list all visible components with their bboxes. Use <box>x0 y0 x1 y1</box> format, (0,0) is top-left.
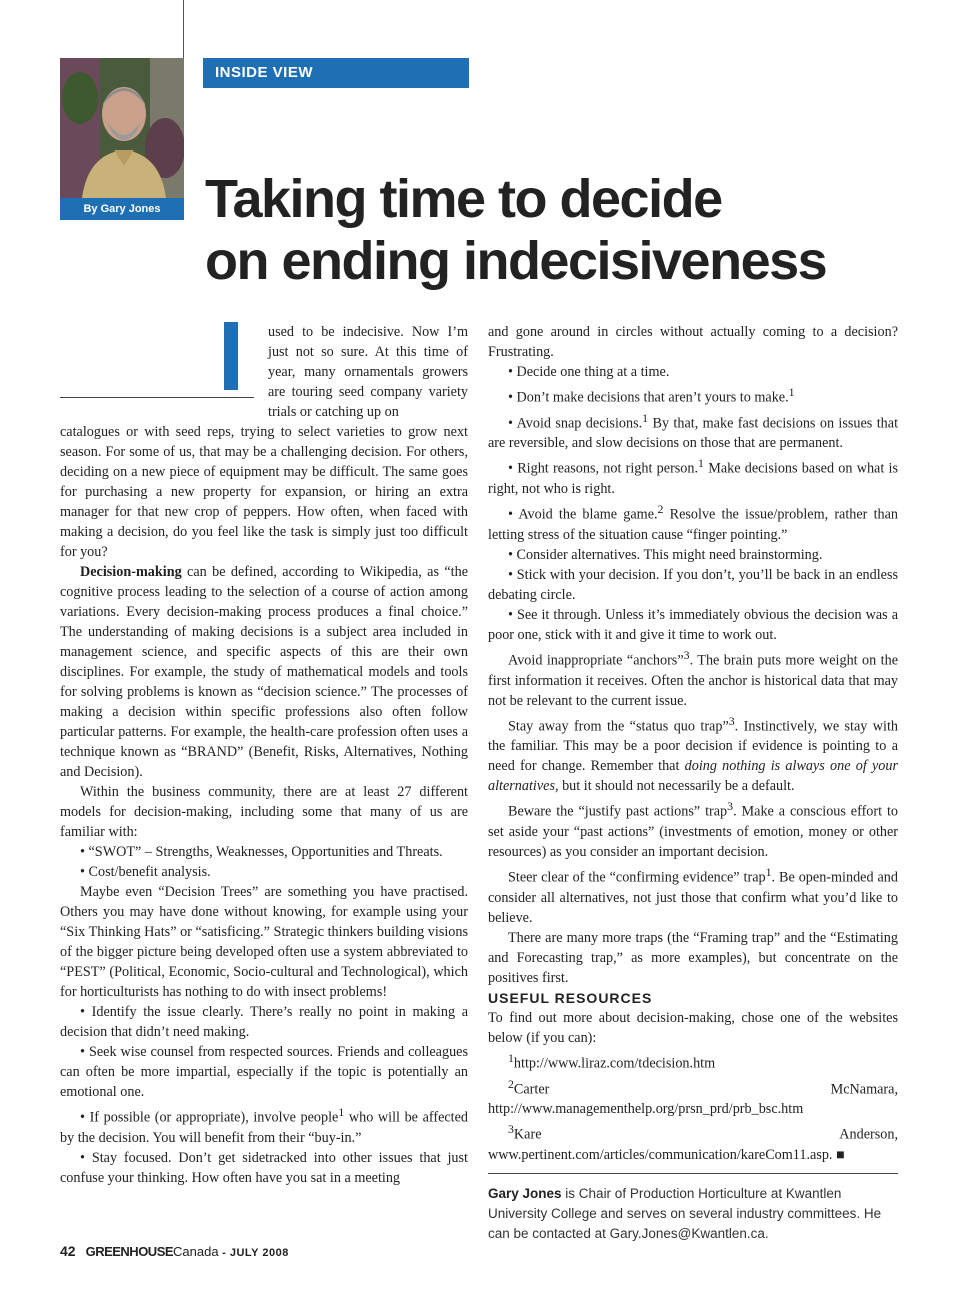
anchors-paragraph: Avoid inappropriate “anchors”$^3$. The brain puts more weight on the first information it receives. Often the anchor is historical data that may not be relevant to the current issue. <box>488 647 899 709</box>
bullet-alternatives: • Consider alternatives. This might need brainstorming. <box>508 546 823 563</box>
issue-date: - JULY 2008 <box>218 1247 289 1259</box>
right-column <box>488 322 898 1244</box>
magazine-name-rest: Canada <box>173 1244 219 1259</box>
bullet-identify: • Identify the issue clearly. There’s really no point in making a decision that didn’t need making. <box>60 1004 468 1040</box>
bullet-stick: • Stick with your decision. If you don’t, you’ll be back in an endless debating circle. <box>488 566 898 603</box>
intro-paragraph: catalogues or with seed reps, trying to select varieties to grow next season. For some of us, that may be a challenging decision. For others, deciding on a new piece of equipment may be difficult. The same goes for purchasing a new property for expansion, or hiring an extra manager for that new crop of peppers. How often, when faced with making a decision, do you feel like the task is simply just too difficult for you? <box>60 424 468 560</box>
bullet-counsel: • Seek wise counsel from respected sources. Friends and colleagues can often be more impartial, especially if the topic is potentially an emotional one. <box>60 1044 468 1100</box>
more-traps-paragraph: There are many more traps (the “Framing trap” and the “Estimating and Forecasting trap,” as more examples), but concentrate on the positives first. <box>488 929 898 986</box>
page-number: 42 <box>60 1243 76 1259</box>
bullet-not-yours: • Don’t make decisions that aren’t yours to make.$^1$ <box>508 385 795 406</box>
drop-cap-i <box>224 322 238 390</box>
meeting-continuation: and gone around in circles without actually coming to a decision? Frustrating. <box>488 324 898 360</box>
headline-line-2: on ending indecisiveness <box>205 231 827 291</box>
magazine-name: GREENHOUSE <box>85 1244 174 1259</box>
bullet-focused: • Stay focused. Don’t get sidetracked into other issues that just confuse your thinking. How often have you sat in a meeting <box>60 1149 468 1186</box>
bullet-snap-decisions: • Avoid snap decisions.$^1$ By that, make fast decisions on issues that are reversible, and slow decisions on those that are permanent. <box>488 410 899 452</box>
intro-top-text: used to be indecisive. Now I’m just not so sure. At this time of year, many ornamentals growers are touring seed company variety trials or catching up on <box>268 324 468 420</box>
bio-name: Gary Jones <box>488 1186 562 1202</box>
left-column <box>60 422 468 1188</box>
author-portrait-icon <box>60 58 184 198</box>
end-mark-icon: ■ <box>836 1147 845 1164</box>
author-byline: By Gary Jones <box>60 198 184 220</box>
definition-term: Decision-making <box>80 564 182 580</box>
status-quo-paragraph: Stay away from the “status quo trap”$^3$. Instinctively, we stay with the familiar. This may be a poor decision if evidence is pointing to a need for change. Remember that doing nothing is always one of your alternatives, but it should not necessarily be a default. <box>488 713 898 795</box>
resource-link-2[interactable]: $^2$Carter McNamara, http://www.managementhelp.org/prsn_prd/prb_bsc.htm <box>488 1076 898 1118</box>
intro-top <box>268 322 468 422</box>
bullet-swot: • “SWOT” – Strengths, Weaknesses, Opportunities and Threats. <box>80 844 443 860</box>
resources-intro: To find out more about decision-making, chose one of the websites below (if you can): <box>488 1009 898 1046</box>
resources-heading: USEFUL RESOURCES <box>488 989 653 1006</box>
decision-trees-paragraph: Maybe even “Decision Trees” are something you have practised. Others you may have done without knowing, for example using your “Six Thinking Hats” or “satisficing.” Strategic thinkers building visions of the bigger picture being developed often use a system abbreviated to “PEST” (Political, Economic, Socio-cultural and Technological), which for horticulturists has nothing to do with insect problems! <box>60 884 468 1000</box>
author-bio <box>488 1184 898 1244</box>
section-kicker: INSIDE VIEW <box>203 58 469 88</box>
resource-link-1[interactable]: $^1$http://www.liraz.com/tdecision.htm <box>508 1050 716 1072</box>
header-divider <box>183 0 184 58</box>
bullet-blame-game: • Avoid the blame game.$^2$ Resolve the issue/problem, rather than letting stress of the situation cause “finger pointing.” <box>488 502 898 543</box>
page-footer <box>60 1243 289 1259</box>
article-headline <box>205 168 905 292</box>
models-paragraph: Within the business community, there are at least 27 different models for decision-making, including some that many of us are familiar with: <box>60 784 468 840</box>
bio-divider <box>488 1173 898 1174</box>
bio-text: is Chair of Production Horticulture at Kwantlen University College and serves on several industry committees. He can be contacted at Gary.Jones@Kwantlen.ca. <box>488 1186 882 1242</box>
definition-text: can be defined, according to Wikipedia, as “the cognitive process leading to the selection of a course of action among variations. Every decision-making process produces a final choice.” The understanding of making decisions is a subject area included in management science, and specific aspects of this are their own disciplines. For example, the study of mathematical models and tools for solving problems is known as “decision science.” The processes of making a decision within specific professions also often follow particular patterns. For example, the health-care profession often uses a technique known as “BRAND” (Benefit, Risks, Alternatives, Nothing and Decision). <box>60 564 468 780</box>
headline-line-1: Taking time to decide <box>205 169 722 229</box>
intro-rule <box>60 397 254 398</box>
bullet-one-thing: • Decide one thing at a time. <box>508 364 670 380</box>
confirming-paragraph: Steer clear of the “confirming evidence” trap$^1$. Be open-minded and consider all alternatives, not just those that confirm what you’d like to believe. <box>488 865 898 926</box>
bullet-see-through: • See it through. Unless it’s immediately obvious the decision was a poor one, stick with it and give it time to work out. <box>488 606 898 643</box>
author-photo <box>60 58 184 198</box>
justify-paragraph: Beware the “justify past actions” trap$^3$. Make a conscious effort to set aside your “past actions” (investments of emotion, money or other resources) as you consider an important decision. <box>488 799 899 861</box>
resource-link-3[interactable]: $^3$Kare Anderson, www.pertinent.com/articles/communication/kareCom11.asp. ■ <box>488 1122 898 1164</box>
definition-paragraph <box>60 562 468 782</box>
bullet-cost-benefit: • Cost/benefit analysis. <box>80 864 211 880</box>
bullet-involve: • If possible (or appropriate), involve people$^1$ who will be affected by the decision. You will benefit from their “buy-in.” <box>60 1105 468 1146</box>
bullet-right-reasons: • Right reasons, not right person.$^1$ Make decisions based on what is right, not who is right. <box>488 456 898 498</box>
